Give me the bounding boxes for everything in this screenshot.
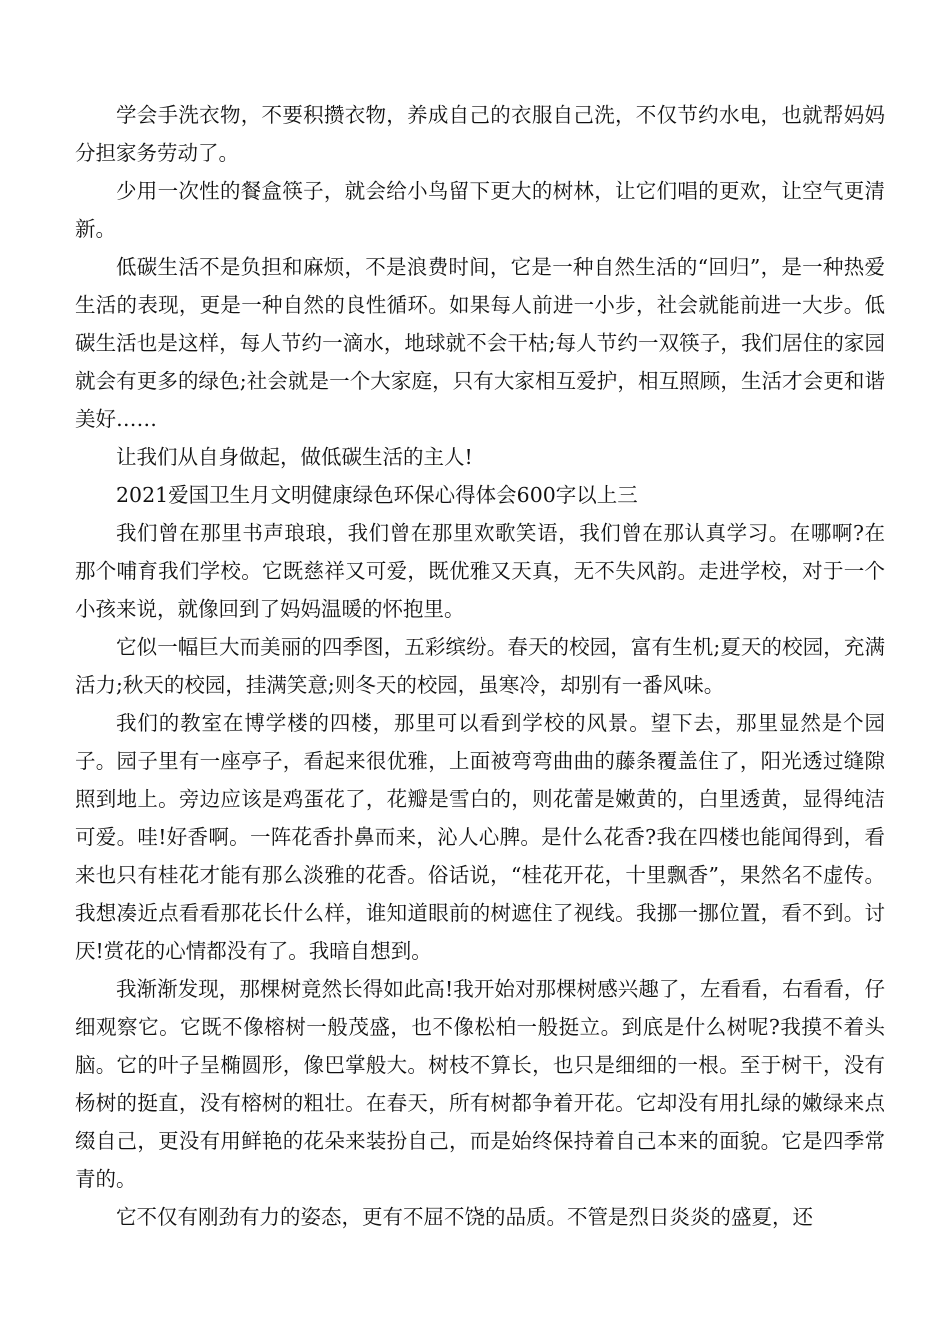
paragraph-four-seasons: 它似一幅巨大而美丽的四季图，五彩缤纷。春天的校园，富有生机;夏天的校园，充满活力;秋天的校园，挂满笑意;则冬天的校园，虽寒冷，却别有一番风味。 (75, 635, 885, 697)
paragraph-the-tree: 我渐渐发现，那棵树竟然长得如此高!我开始对那棵树感兴趣了，左看看，右看看，仔细观察它。它既不像榕树一般茂盛，也不像松柏一般挺立。到底是什么树呢?我摸不着头脑。它的叶子呈椭圆形，像巴掌般大。树枝不算长，也只是细细的一根。至于树干，没有杨树的挺直，没有榕树的粗壮。在春天，所有树都争着开花。它却没有用扎绿的嫩绿来点缀自己，更没有用鲜艳的花朵来装扮自己，而是始终保持着自己本来的面貌。它是四季常青的。 (75, 977, 885, 1191)
paragraph-classroom-view: 我们的教室在博学楼的四楼，那里可以看到学校的风景。望下去，那里显然是个园子。园子里有一座亭子，看起来很优雅，上面被弯弯曲曲的藤条覆盖住了，阳光透过缝隙照到地上。旁边应该是鸡蛋花了，花瓣是雪白的，则花蕾是嫩黄的，白里透黄，显得纯洁可爱。哇!好香啊。一阵花香扑鼻而来，沁人心脾。是什么花香?我在四楼也能闻得到，看来也只有桂花才能有那么淡雅的花香。俗话说，“桂花开花，十里飘香”，果然名不虚传。我想凑近点看看那花长什么样，谁知道眼前的树遮住了视线。我挪一挪位置，看不到。讨厌!赏花的心情都没有了。我暗自想到。 (75, 711, 885, 963)
paragraph-low-carbon-life: 低碳生活不是负担和麻烦，不是浪费时间，它是一种自然生活的“回归”，是一种热爱生活的表现，更是一种自然的良性循环。如果每人前进一小步，社会就能前进一大步。低碳生活也是这样，每人节约一滴水，地球就不会干枯;每人节约一双筷子，我们居住的家园就会有更多的绿色;社会就是一个大家庭，只有大家相互爱护，相互照顾，生活才会更和谐美好…… (75, 255, 885, 431)
paragraph-tree-character: 它不仅有刚劲有力的姿态，更有不屈不饶的品质。不管是烈日炎炎的盛夏，还 (116, 1205, 813, 1229)
paragraph-call-to-action: 让我们从自身做起，做低碳生活的主人! (116, 445, 473, 469)
paragraph-school-memories: 我们曾在那里书声琅琅，我们曾在那里欢歌笑语，我们曾在那认真学习。在哪啊?在那个哺育我们学校。它既慈祥又可爱，既优雅又天真，无不失风韵。走进学校，对于一个小孩来说，就像回到了妈妈温暖的怀抱里。 (75, 521, 885, 621)
document-body (75, 96, 885, 1236)
section-heading: 2021爱国卫生月文明健康绿色环保心得体会600字以上三 (116, 483, 638, 507)
paragraph-disposable-tableware: 少用一次性的餐盒筷子，就会给小鸟留下更大的树林，让它们唱的更欢，让空气更清新。 (75, 179, 885, 241)
paragraph-hand-wash: 学会手洗衣物，不要积攒衣物，养成自己的衣服自己洗，不仅节约水电，也就帮妈妈分担家务劳动了。 (75, 103, 885, 165)
